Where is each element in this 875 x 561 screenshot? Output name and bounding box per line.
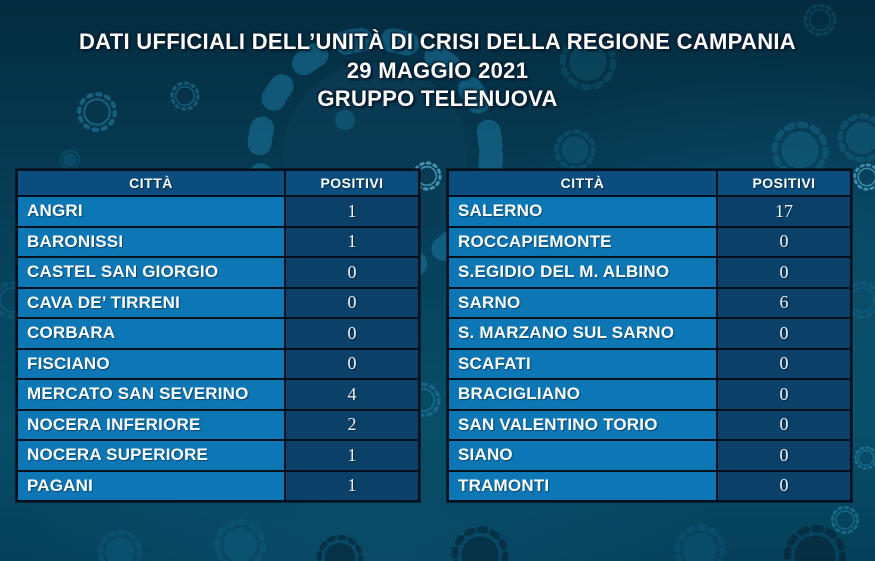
right-city-table (447, 169, 852, 502)
virus-icon (832, 507, 857, 532)
title-block (0, 28, 875, 114)
city-cell: FISCIANO (17, 349, 285, 380)
positives-cell: 1 (285, 196, 419, 227)
table-row (448, 196, 851, 227)
city-cell: S.EGIDIO DEL M. ALBINO (448, 257, 717, 288)
table-row (448, 349, 851, 380)
city-cell: SIANO (448, 440, 717, 471)
positives-cell: 0 (285, 349, 419, 380)
left-city-table (16, 169, 420, 502)
virus-icon (840, 116, 875, 160)
positives-cell: 0 (717, 227, 851, 258)
city-cell: BRACIGLIANO (448, 379, 717, 410)
virus-icon (855, 165, 875, 189)
city-column-header: CITTÀ (448, 170, 717, 196)
table-row (17, 471, 419, 502)
city-cell: SALERNO (448, 196, 717, 227)
positives-cell: 0 (285, 318, 419, 349)
city-cell: NOCERA SUPERIORE (17, 440, 285, 471)
virus-icon (557, 132, 594, 169)
positives-cell: 2 (285, 410, 419, 441)
city-cell: SARNO (448, 288, 717, 319)
table-header-row (448, 170, 851, 196)
city-cell: ANGRI (17, 196, 285, 227)
city-cell: PAGANI (17, 471, 285, 502)
city-cell: TRAMONTI (448, 471, 717, 502)
title-line-1: DATI UFFICIALI DELL’UNITÀ DI CRISI DELLA REGIONE CAMPANIA (78, 29, 796, 54)
table-row (448, 440, 851, 471)
city-cell: SCAFATI (448, 349, 717, 380)
virus-icon (787, 528, 842, 561)
city-column-header: CITTÀ (17, 170, 285, 196)
virus-icon (61, 151, 79, 169)
city-cell: NOCERA INFERIORE (17, 410, 285, 441)
positives-cell: 0 (717, 440, 851, 471)
city-cell: CASTEL SAN GIORGIO (17, 257, 285, 288)
table-row (17, 379, 419, 410)
virus-icon (217, 522, 263, 561)
table-row (448, 471, 851, 502)
positives-cell: 4 (285, 379, 419, 410)
positives-cell: 0 (717, 471, 851, 502)
positives-cell: 0 (285, 288, 419, 319)
positives-cell: 0 (717, 349, 851, 380)
city-cell: CORBARA (17, 318, 285, 349)
virus-icon (856, 448, 875, 469)
table-row (17, 318, 419, 349)
table-row (17, 349, 419, 380)
table-row (448, 410, 851, 441)
table-row (448, 288, 851, 319)
positives-cell: 6 (717, 288, 851, 319)
city-cell: MERCATO SAN SEVERINO (17, 379, 285, 410)
city-cell: SAN VALENTINO TORIO (448, 410, 717, 441)
table-row (448, 227, 851, 258)
title-line-3: GRUPPO TELENUOVA (317, 86, 558, 111)
city-cell: S. MARZANO SUL SARNO (448, 318, 717, 349)
table-row (17, 288, 419, 319)
positives-cell: 0 (717, 379, 851, 410)
city-cell: ROCCAPIEMONTE (448, 227, 717, 258)
positives-cell: 1 (285, 440, 419, 471)
positives-cell: 0 (285, 257, 419, 288)
city-cell: CAVA DE’ TIRRENI (17, 288, 285, 319)
city-cell: BARONISSI (17, 227, 285, 258)
title-line-2: 29 MAGGIO 2021 (346, 57, 529, 83)
positives-cell: 1 (285, 471, 419, 502)
positives-cell: 0 (717, 410, 851, 441)
table-header-row (17, 170, 419, 196)
table-row (17, 257, 419, 288)
positives-cell: 0 (717, 318, 851, 349)
table-row (17, 196, 419, 227)
virus-icon (319, 537, 360, 561)
virus-icon (455, 530, 506, 561)
positives-cell: 0 (717, 257, 851, 288)
table-row (17, 227, 419, 258)
positives-column-header: POSITIVI (717, 170, 851, 196)
table-row (17, 410, 419, 441)
positives-cell: 1 (285, 227, 419, 258)
table-row (448, 257, 851, 288)
virus-icon (775, 125, 826, 176)
positives-column-header: POSITIVI (285, 170, 419, 196)
virus-icon (677, 527, 723, 561)
table-row (448, 379, 851, 410)
positives-cell: 17 (717, 196, 851, 227)
table-row (448, 318, 851, 349)
table-row (17, 440, 419, 471)
virus-icon (100, 532, 139, 561)
